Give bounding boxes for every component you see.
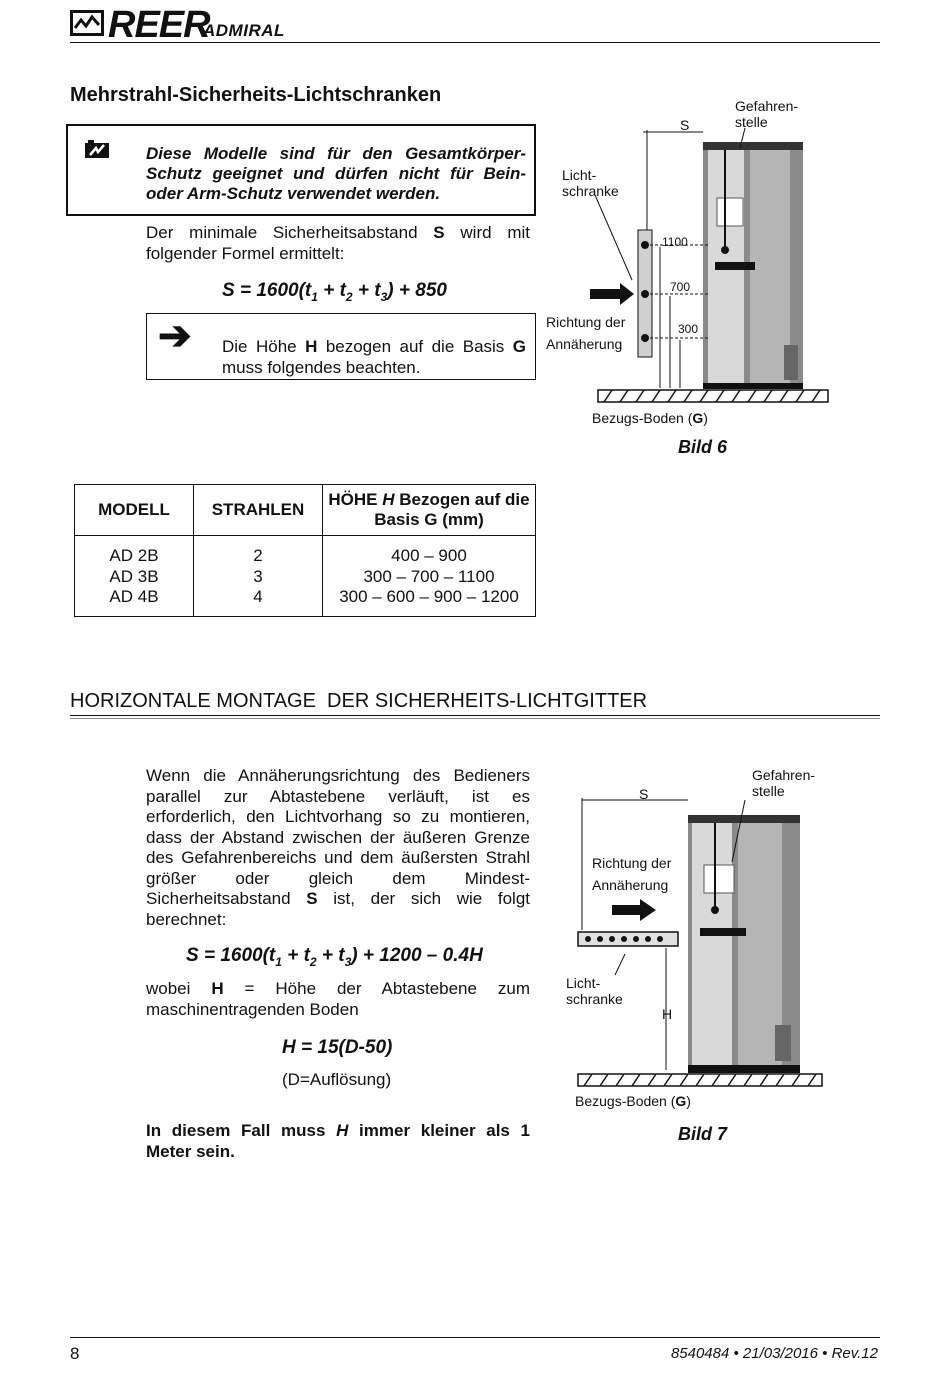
fig7-label-direction: Richtung der Annäherung	[592, 855, 672, 893]
header-model: MODELL	[75, 485, 194, 536]
brand-subtitle: ADMIRAL	[203, 21, 285, 40]
fig7-floor-label: Bezugs-Boden (G)	[575, 1093, 691, 1109]
heights-cell: 400 – 900 300 – 700 – 1100 300 – 600 – 900 – 1200	[323, 536, 536, 617]
header-beams: STRAHLEN	[194, 485, 323, 536]
fig6-floor-label: Bezugs-Boden (G)	[592, 410, 708, 426]
resolution-note: (D=Auflösung)	[282, 1070, 392, 1089]
table-row	[75, 536, 536, 617]
intro-text-pre: Der minimale Sicherheitsabstand	[146, 223, 434, 242]
header-rule	[70, 42, 880, 43]
footer-rule	[70, 1337, 880, 1338]
fig6-height-1100: 1100	[662, 235, 688, 249]
fig7-label-danger: Gefahren- stelle	[752, 767, 816, 799]
intro-text-post: wird mit folgender Formel ermittelt:	[146, 223, 530, 263]
figure-7-diagram	[570, 770, 840, 1100]
section-title-multibeam: Mehrstrahl-Sicherheits-Lichtschranken	[70, 84, 442, 106]
conclusion-text: In diesem Fall muss H immer kleiner als 1 Meter sein.	[146, 1121, 530, 1161]
fig6-label-barrier: Licht- schranke	[562, 167, 619, 199]
fig6-height-700: 700	[670, 280, 691, 294]
fig6-label-direction: Richtung der Annäherung	[546, 314, 626, 352]
section-title-horizontal: HORIZONTALE MONTAGE DER SICHERHEITS-LICHTGITTER	[70, 690, 648, 712]
formula-s-vertical: $S = 1600(t_1 + t_2 + t_3) + 850$	[222, 280, 447, 304]
formula-s-horizontal: $S = 1600(t_1 + t_2 + t_3) + 1200 - 0.4H$	[186, 945, 483, 969]
fig7-label-barrier: Licht- schranke	[566, 975, 623, 1007]
approach-arrow	[612, 899, 656, 921]
fig6-caption: Bild 6	[678, 437, 728, 457]
reer-logo-icon	[70, 10, 104, 36]
figure-6-diagram	[540, 90, 840, 430]
where-paragraph: wobei H = Höhe der Abtastebene zum maschinentragenden Boden	[146, 979, 531, 1019]
arrow-right-icon: ➔	[158, 314, 192, 358]
header-height: HÖHE H Bezogen auf die Basis G (mm)	[323, 485, 536, 536]
fig6-label-s: S	[680, 117, 690, 133]
fig7-label-h: H	[662, 1006, 673, 1022]
page-number: 8	[70, 1344, 80, 1363]
floor-hatch	[598, 390, 828, 402]
warning-icon	[84, 140, 110, 165]
section-rule	[70, 715, 880, 716]
formula-h: H = 15(D-50)	[282, 1037, 393, 1058]
approach-arrow	[590, 283, 634, 305]
note-text: Die Höhe H bezogen auf die Basis G muss folgendes beachten.	[222, 337, 526, 377]
fig6-height-300: 300	[678, 322, 699, 336]
model-height-table	[74, 484, 536, 617]
fig6-label-danger: Gefahren- stelle	[735, 98, 799, 130]
fig7-label-s: S	[639, 786, 649, 802]
document-reference: 8540484 • 21/03/2016 • Rev.12	[670, 1345, 878, 1362]
table-header-row	[75, 485, 536, 536]
intro-text-bold: S	[433, 223, 445, 242]
beams-cell: 2 3 4	[194, 536, 323, 617]
horizontal-paragraph: Wenn die Annäherungsrichtung des Bedieners parallel zur Abtastebene verläuft, ist es erforderlich, den Lichtvorhang so zu montieren, dass der Abstand zwischen der äußeren Grenze des Gefahrenbereichs und dem äußersten Strahl größer oder gleich dem Mindest-Sicherheitsabstand S ist, der sich wie folgt berechnet:	[146, 766, 530, 929]
brand-name: REER	[108, 4, 210, 46]
models-cell: AD 2B AD 3B AD 4B	[75, 536, 194, 617]
fig7-caption: Bild 7	[678, 1124, 728, 1144]
intro-paragraph	[146, 223, 530, 264]
warning-text: Diese Modelle sind für den Gesamtkörper-Schutz geeignet und dürfen nicht für Bein- oder Arm-Schutz verwendet werden.	[146, 144, 526, 203]
section-rule-shadow	[70, 718, 880, 719]
